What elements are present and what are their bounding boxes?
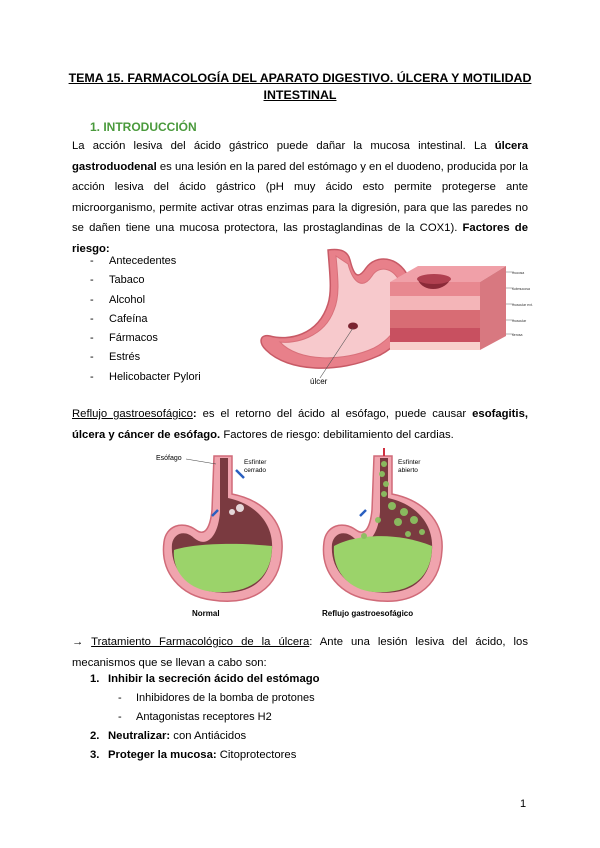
list-item: - Cafeína (90, 310, 201, 329)
reflux-term: Reflujo gastroesofágico (72, 408, 193, 420)
list-item: - Estrés (90, 348, 201, 367)
list-item: - Helicobacter Pylori (90, 368, 201, 387)
normal-stomach (156, 455, 282, 618)
list-item: - Antecedentes (90, 252, 201, 271)
reflux-illustration (152, 450, 452, 620)
ulcer-illustration (258, 246, 533, 388)
intro-risk-heading: Factores de riesgo: (72, 222, 528, 255)
list-item: - Antagonistas receptores H2 (90, 708, 320, 727)
reflux-consequences: esofagitis, úlcera y cáncer de esófago. (72, 408, 528, 441)
svg-text:mucosa: mucosa (512, 271, 525, 275)
treatment-item-1: 1. Inhibir la secreción ácido del estómago (90, 673, 320, 685)
treatment-item-3: 3. Proteger la mucosa: Citoprotectores (90, 749, 297, 761)
svg-text:serosa: serosa (512, 333, 523, 337)
caption-reflux: Reflujo gastroesofágico (322, 609, 414, 618)
svg-text:abierto: abierto (398, 467, 418, 474)
intro-text-a: La acción lesiva del ácido gástrico puede dañar la mucosa intestinal. La (72, 140, 495, 152)
svg-text:submucosa: submucosa (512, 287, 530, 291)
svg-text:muscular: muscular (512, 319, 527, 323)
svg-text:cerrado: cerrado (244, 467, 267, 474)
treatment-paragraph: → Tratamiento Farmacológico de la úlcera: Ante una lesión lesiva del ácido, los mecanismos que se llevan a cabo son: (72, 636, 528, 669)
svg-text:Esfínter: Esfínter (398, 459, 421, 466)
list-item: - Fármacos (90, 329, 201, 348)
reflux-stomach (322, 448, 442, 618)
list-item: - Alcohol (90, 291, 201, 310)
risk-factor-list (90, 252, 201, 387)
caption-normal: Normal (192, 609, 220, 618)
intro-term-ulcera: úlcera gastroduodenal (72, 140, 528, 173)
reflux-paragraph: Reflujo gastroesofágico: es el retorno del ácido al esófago, puede causar esofagitis, úlcera y cáncer de esófago. Factores de riesgo: debilitamiento del cardias. (72, 408, 528, 441)
tissue-cross-section (390, 266, 533, 350)
svg-text:Esfínter: Esfínter (244, 459, 267, 466)
section-heading-introduccion: 1. INTRODUCCIÓN (90, 120, 197, 134)
treatment-list (90, 670, 320, 765)
list-item: - Tabaco (90, 271, 201, 290)
treatment-term: Tratamiento Farmacológico de la úlcera (91, 636, 310, 648)
treatment-item-2: 2. Neutralizar: con Antiácidos (90, 730, 247, 742)
intro-text-c: es una lesión en la pared del estómago y en el duodeno, producida por la acción lesiva del ácido gástrico (pH muy ácido esto permite protegerse ante microorganismo, permite activar otras enzimas para la digresión, para que las paredes no se dañen tiene una mucosa protectora, las prostaglandinas de la COX1). (72, 160, 528, 234)
ulcer-caption: úlcer (310, 377, 328, 386)
svg-text:muscular ext.: muscular ext. (512, 303, 533, 307)
intro-paragraph (72, 136, 528, 259)
page-number: 1 (520, 798, 527, 810)
label-esofago: Esófago (156, 455, 182, 462)
document-title: TEMA 15. FARMACOLOGÍA DEL APARATO DIGESTIVO. ÚLCERA Y MOTILIDAD INTESTINAL (68, 71, 532, 102)
list-item: - Inhibidores de la bomba de protones (90, 689, 320, 708)
